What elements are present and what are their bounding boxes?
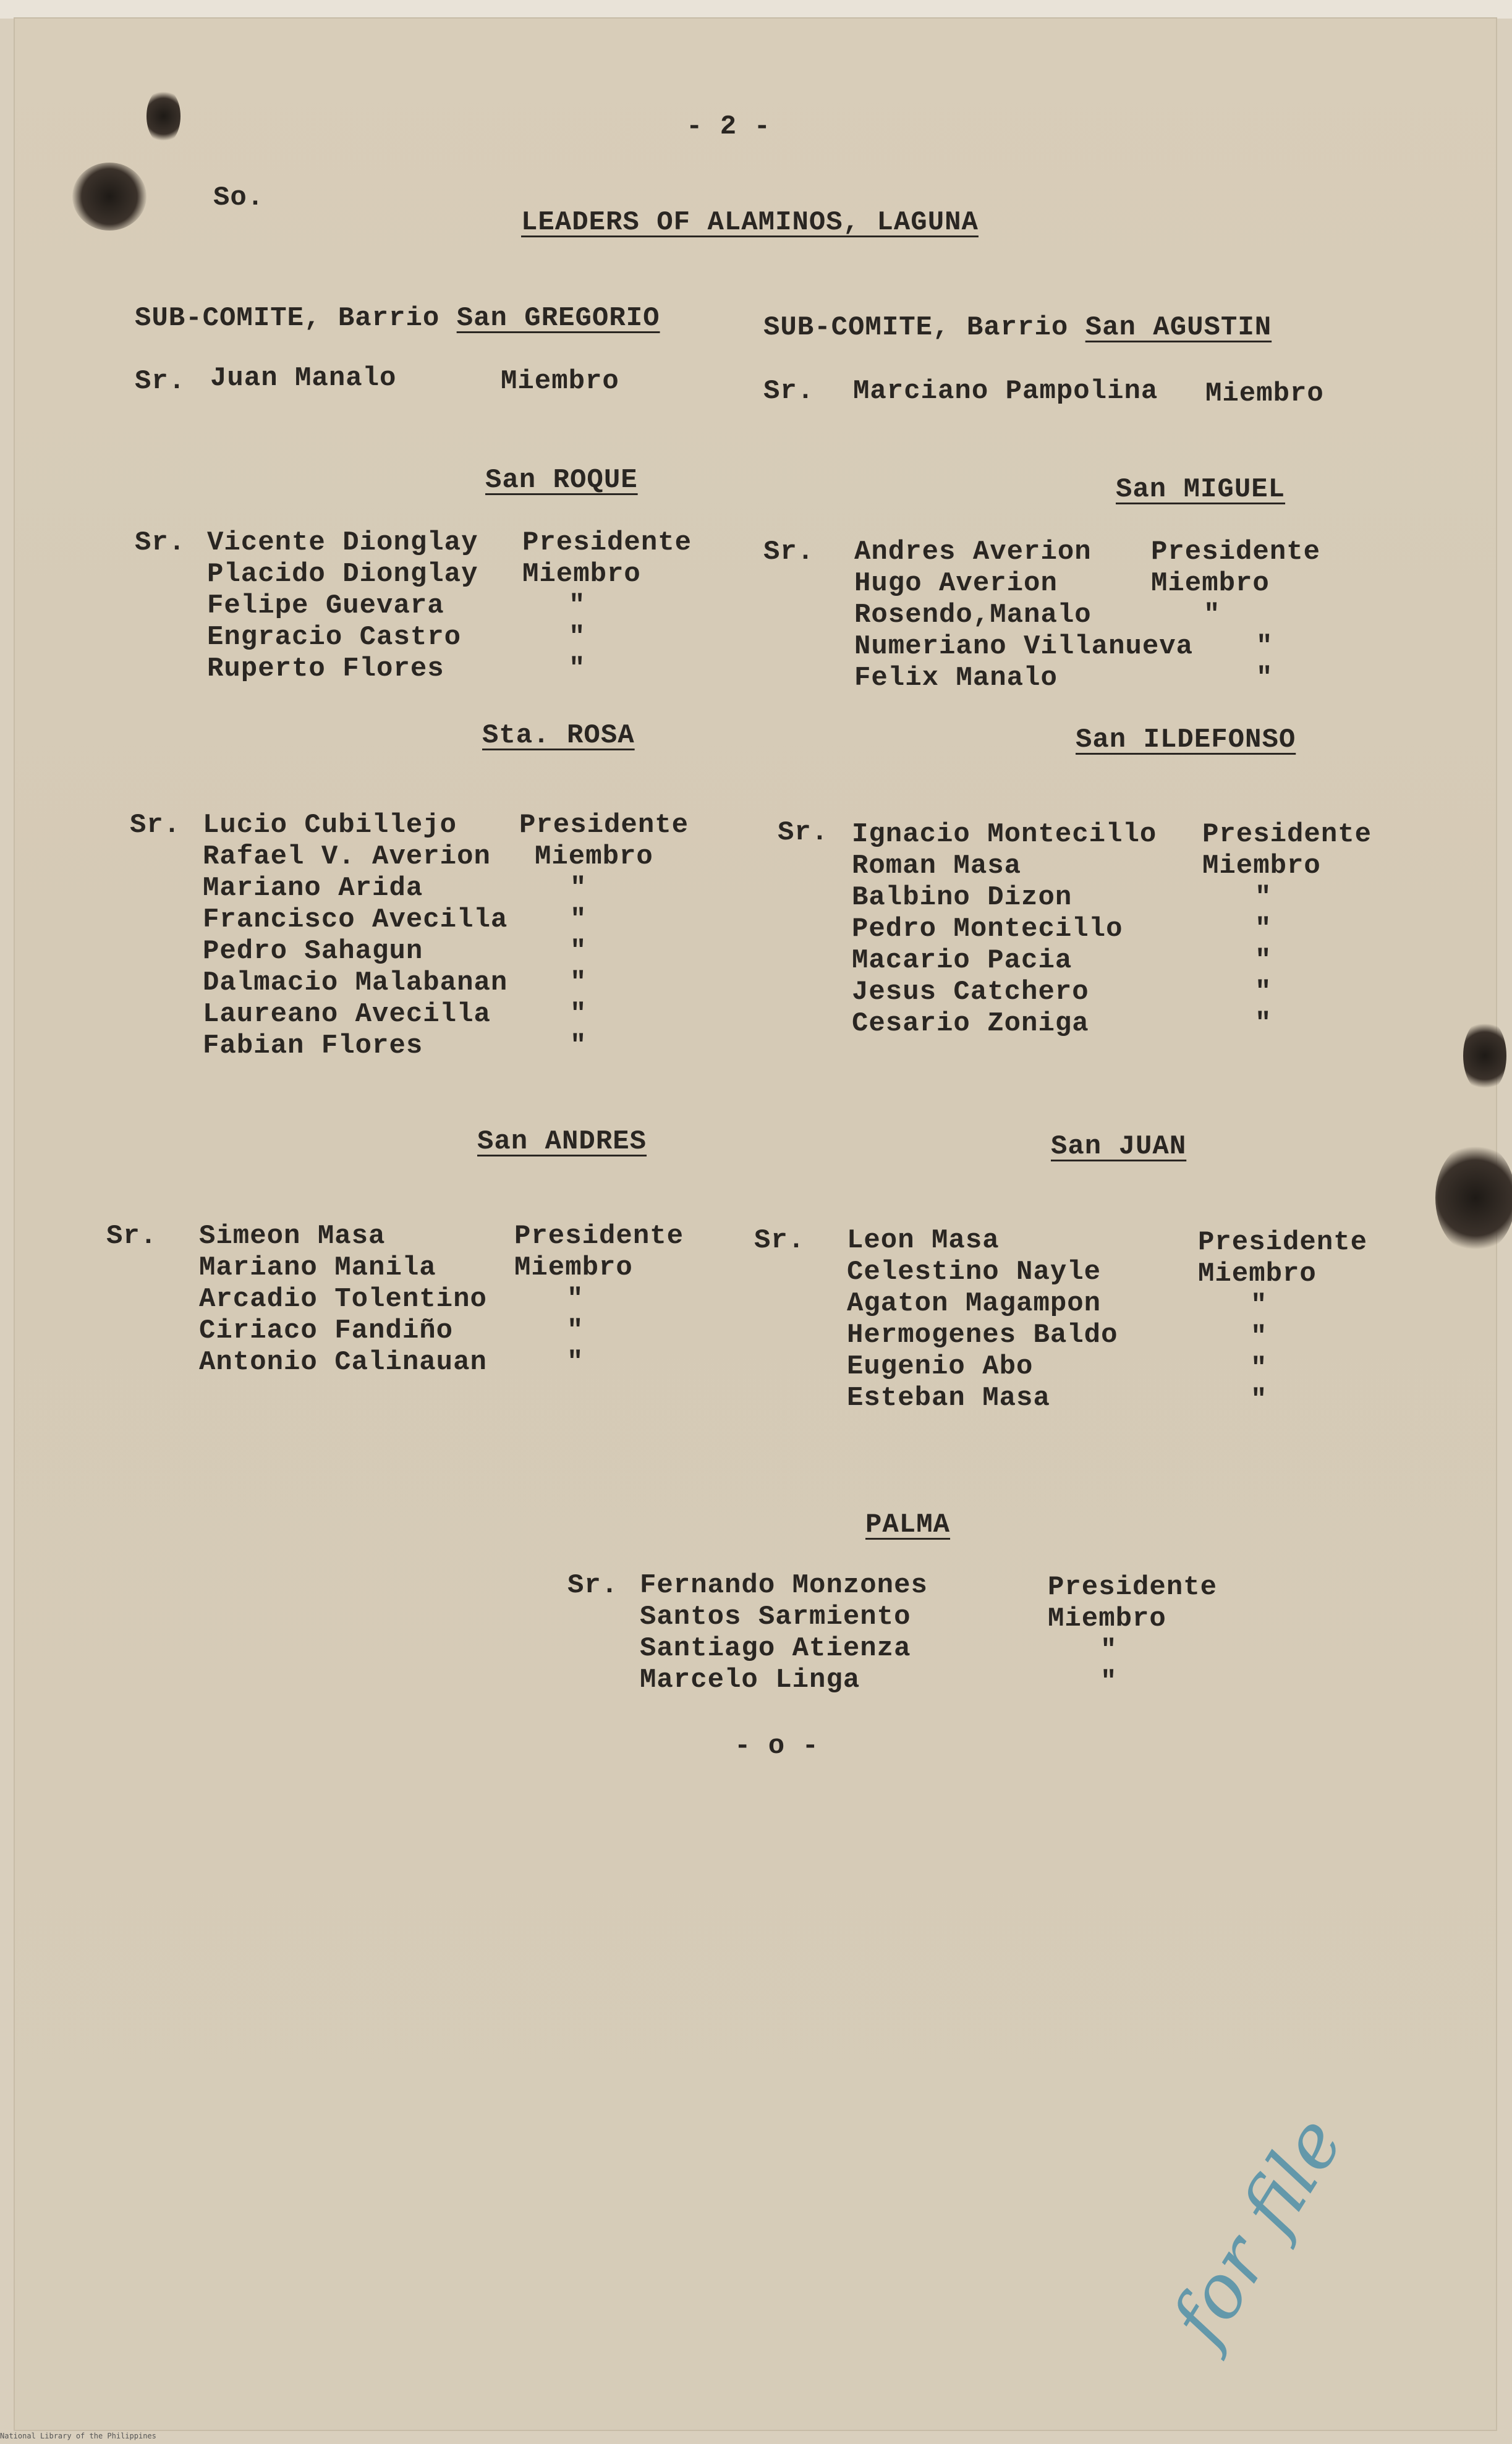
member-name: Hermogenes Baldo — [847, 1320, 1118, 1351]
member-role: Miembro — [522, 559, 641, 590]
member-name: Felix Manalo — [854, 663, 1058, 694]
barrio-name: San AGUSTIN — [1085, 312, 1272, 343]
member-name: Cesario Zoniga — [852, 1008, 1089, 1039]
sr-label: Sr. — [567, 1570, 619, 1601]
miguel-roles — [1151, 537, 1320, 694]
barrio-name: San GREGORIO — [456, 303, 660, 334]
left-subcomite-header — [135, 303, 660, 334]
member-role: " — [567, 1347, 584, 1378]
member-role: Miembro — [514, 1252, 633, 1283]
handwritten-note-text: for file — [1155, 2102, 1360, 2359]
roque-names — [207, 527, 478, 685]
member-role: Presidente — [519, 810, 689, 841]
member-role: Presidente — [514, 1221, 684, 1252]
member-role: Presidente — [1198, 1227, 1368, 1258]
member-name: Simeon Masa — [199, 1221, 386, 1252]
sr-label: Sr. — [130, 810, 181, 841]
member-name: Laureano Avecilla — [203, 999, 491, 1030]
sr-label: Sr. — [135, 366, 186, 397]
roque-roles — [522, 527, 692, 685]
member-role: " — [1255, 1008, 1272, 1039]
member-role: " — [1255, 945, 1272, 976]
member-role: " — [1251, 1290, 1268, 1321]
agustin-names — [853, 376, 1158, 407]
member-name: Vicente Dionglay — [207, 527, 478, 558]
section-heading-san-miguel: San MIGUEL — [1116, 474, 1286, 505]
member-name: Eugenio Abo — [847, 1351, 1034, 1382]
member-role: Miembro — [535, 841, 653, 872]
member-role: Miembro — [1151, 568, 1270, 599]
gregorio-names — [210, 363, 396, 394]
member-name: Roman Masa — [852, 851, 1022, 881]
section-heading-san-andres: San ANDRES — [477, 1126, 647, 1157]
member-role: " — [567, 1315, 584, 1346]
member-role: " — [569, 622, 586, 653]
so-label: So. — [213, 182, 265, 213]
member-name: Agaton Magampon — [847, 1288, 1102, 1319]
section-heading-san-roque: San ROQUE — [485, 465, 638, 496]
sr-label: Sr. — [778, 817, 829, 848]
andres-names — [199, 1221, 487, 1378]
member-name: Dalmacio Malabanan — [203, 967, 508, 998]
burn-mark — [1463, 1019, 1506, 1093]
member-name: Mariano Arida — [203, 873, 423, 904]
sr-label: Sr. — [135, 527, 186, 558]
member-role: " — [570, 904, 587, 935]
member-role: " — [570, 999, 587, 1030]
member-role: " — [1100, 1666, 1118, 1697]
subcomite-prefix: SUB-COMITE, Barrio — [763, 312, 1069, 343]
member-name: Pedro Montecillo — [852, 914, 1123, 944]
section-heading-palma: PALMA — [865, 1509, 951, 1540]
miguel-names — [854, 537, 1193, 694]
member-name: Ruperto Flores — [207, 653, 444, 684]
ildefonso-roles — [1202, 819, 1372, 1040]
rosa-roles — [519, 810, 689, 1062]
member-name: Marciano Pampolina — [853, 376, 1158, 407]
subcomite-prefix: SUB-COMITE, Barrio — [135, 303, 440, 334]
sr-label: Sr. — [763, 537, 815, 567]
member-name: Rafael V. Averion — [203, 841, 491, 872]
member-name: Balbino Dizon — [852, 882, 1072, 913]
member-role: " — [1100, 1635, 1118, 1666]
member-name: Felipe Guevara — [207, 590, 444, 621]
gregorio-roles — [501, 366, 619, 397]
member-name: Celestino Nayle — [847, 1257, 1102, 1288]
member-name: Mariano Manila — [199, 1252, 436, 1283]
member-name: Santos Sarmiento — [640, 1602, 911, 1632]
member-name: Placido Dionglay — [207, 559, 478, 590]
right-subcomite-header — [763, 312, 1272, 343]
scan-footer: National Library of the Philippines — [0, 2432, 156, 2440]
burn-mark — [1435, 1142, 1512, 1254]
palma-roles — [1048, 1572, 1217, 1698]
member-name: Lucio Cubillejo — [203, 810, 457, 841]
juan-roles — [1198, 1227, 1367, 1416]
member-role: " — [570, 936, 587, 967]
member-name: Juan Manalo — [210, 363, 397, 394]
member-name: Ignacio Montecillo — [852, 819, 1157, 850]
member-name: Macario Pacia — [852, 945, 1072, 976]
member-name: Antonio Calinauan — [199, 1347, 487, 1378]
palma-names — [640, 1570, 928, 1696]
member-name: Pedro Sahagun — [203, 936, 423, 967]
member-role: Presidente — [522, 527, 692, 558]
member-role: " — [570, 967, 587, 998]
member-role: Miembro — [1202, 851, 1321, 881]
member-role: " — [1251, 1322, 1268, 1352]
member-role: " — [569, 590, 586, 621]
member-name: Numeriano Villanueva — [854, 631, 1194, 662]
burn-mark — [147, 88, 181, 144]
sr-label: Sr. — [754, 1225, 805, 1256]
scan-top-strip — [0, 0, 1512, 19]
member-role: Presidente — [1202, 819, 1372, 850]
andres-roles — [514, 1221, 684, 1378]
burn-mark — [72, 163, 147, 231]
agustin-roles — [1205, 378, 1324, 410]
section-heading-san-juan: San JUAN — [1051, 1131, 1187, 1162]
sr-label: Sr. — [106, 1221, 158, 1252]
member-role: " — [569, 653, 586, 684]
member-role: " — [1256, 631, 1273, 662]
member-name: Andres Averion — [854, 537, 1092, 567]
page-number: - 2 - — [686, 111, 771, 142]
member-name: Francisco Avecilla — [203, 904, 508, 935]
member-name: Leon Masa — [847, 1225, 1000, 1256]
member-name: Hugo Averion — [854, 568, 1058, 599]
member-role: Presidente — [1151, 537, 1321, 567]
member-role: " — [570, 1030, 587, 1061]
member-name: Marcelo Linga — [640, 1665, 860, 1695]
member-role: Miembro — [1048, 1603, 1166, 1634]
handwritten-note — [1113, 2089, 1391, 2398]
ildefonso-names — [852, 819, 1157, 1040]
member-name: Santiago Atienza — [640, 1633, 911, 1664]
member-role: " — [570, 873, 587, 904]
member-name: Fernando Monzones — [640, 1570, 928, 1601]
member-role: " — [567, 1284, 584, 1315]
member-role: " — [1255, 977, 1272, 1008]
member-role: " — [1255, 914, 1272, 944]
member-role: Miembro — [501, 366, 619, 397]
juan-names — [847, 1225, 1118, 1414]
member-name: Fabian Flores — [203, 1030, 423, 1061]
member-role: " — [1256, 663, 1273, 694]
member-role: " — [1251, 1385, 1268, 1415]
member-role: " — [1255, 882, 1272, 913]
member-name: Engracio Castro — [207, 622, 462, 653]
page-title: LEADERS OF ALAMINOS, LAGUNA — [521, 207, 979, 238]
member-role: " — [1251, 1353, 1268, 1384]
member-name: Jesus Catchero — [852, 977, 1089, 1008]
member-role: Presidente — [1048, 1572, 1218, 1603]
member-name: Ciriaco Fandiño — [199, 1315, 454, 1346]
rosa-names — [203, 810, 508, 1062]
member-role: Miembro — [1198, 1258, 1317, 1289]
member-name: Rosendo,Manalo — [854, 600, 1092, 630]
section-heading-san-ildefonso: San ILDEFONSO — [1076, 724, 1296, 755]
member-name: Esteban Masa — [847, 1383, 1050, 1414]
member-role: Miembro — [1205, 378, 1324, 409]
member-name: Arcadio Tolentino — [199, 1284, 487, 1315]
section-heading-sta-rosa: Sta. ROSA — [482, 720, 635, 751]
member-role: " — [1204, 600, 1221, 630]
end-mark: - o - — [734, 1731, 820, 1762]
sr-label: Sr. — [763, 376, 815, 407]
